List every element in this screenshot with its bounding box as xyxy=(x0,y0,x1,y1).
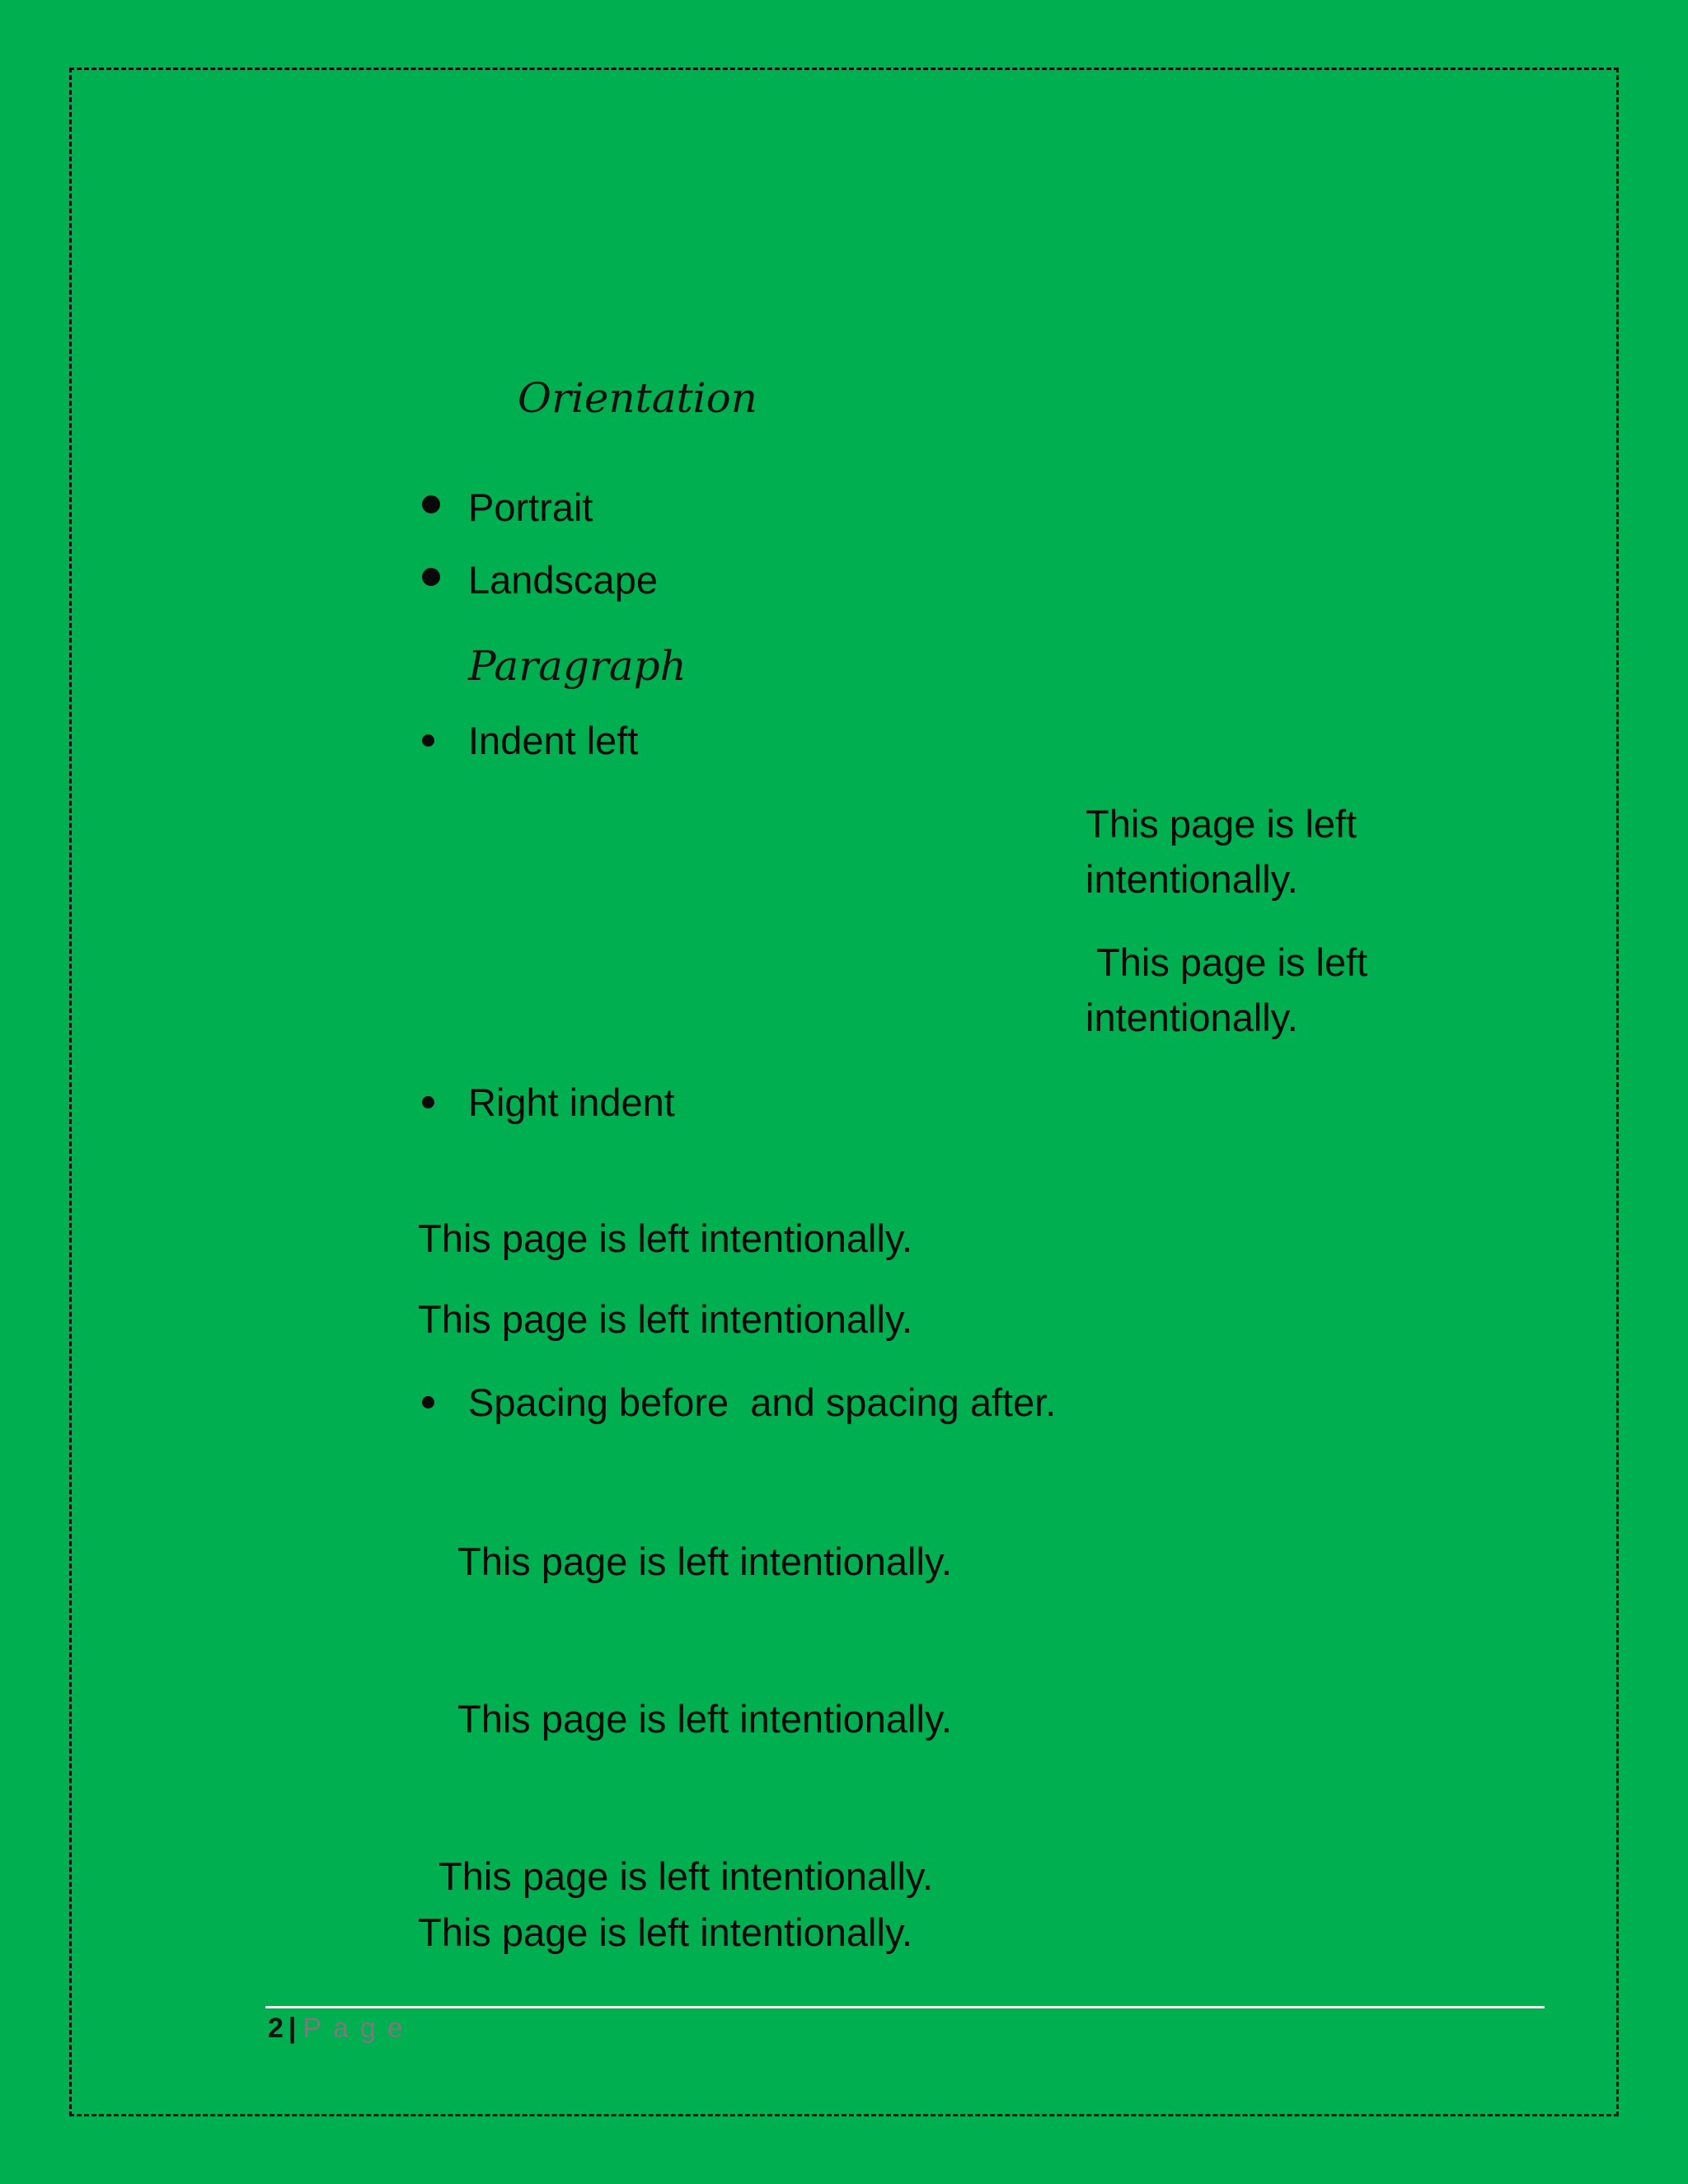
right-indented-paragraph: This page is left intentionally. xyxy=(1085,940,1379,1039)
body-line: This page is left intentionally. xyxy=(457,1540,953,1583)
body-line: This page is left intentionally. xyxy=(438,1854,934,1898)
body-line: This page is left intentionally. xyxy=(418,1216,913,1260)
list-item-spacing: Spacing before and spacing after. xyxy=(468,1380,1057,1424)
list-item-landscape: Landscape xyxy=(468,558,658,602)
right-indented-paragraph: This page is left intentionally. xyxy=(1085,802,1357,901)
body-line: This page is left intentionally. xyxy=(457,1697,953,1741)
list-item-indent-left: Indent left xyxy=(468,719,639,762)
heading-orientation: Orientation xyxy=(518,374,757,422)
bullet-icon xyxy=(422,1396,434,1408)
body-line: This page is left intentionally. xyxy=(418,1297,913,1341)
bullet-icon xyxy=(422,1096,434,1108)
list-item-portrait: Portrait xyxy=(468,485,593,529)
bullet-icon xyxy=(422,734,434,747)
page-number: 2 xyxy=(268,2013,284,2044)
page-border xyxy=(69,68,1619,2116)
body-line: This page is left intentionally. xyxy=(418,1910,913,1954)
bullet-icon xyxy=(422,568,440,586)
page-footer xyxy=(268,2014,415,2042)
bullet-icon xyxy=(422,495,440,513)
footer-rule xyxy=(265,2006,1545,2008)
page-label: Page xyxy=(302,2013,415,2044)
footer-separator: | xyxy=(288,2013,297,2044)
heading-paragraph: Paragraph xyxy=(468,642,687,690)
list-item-right-indent: Right indent xyxy=(468,1080,675,1124)
